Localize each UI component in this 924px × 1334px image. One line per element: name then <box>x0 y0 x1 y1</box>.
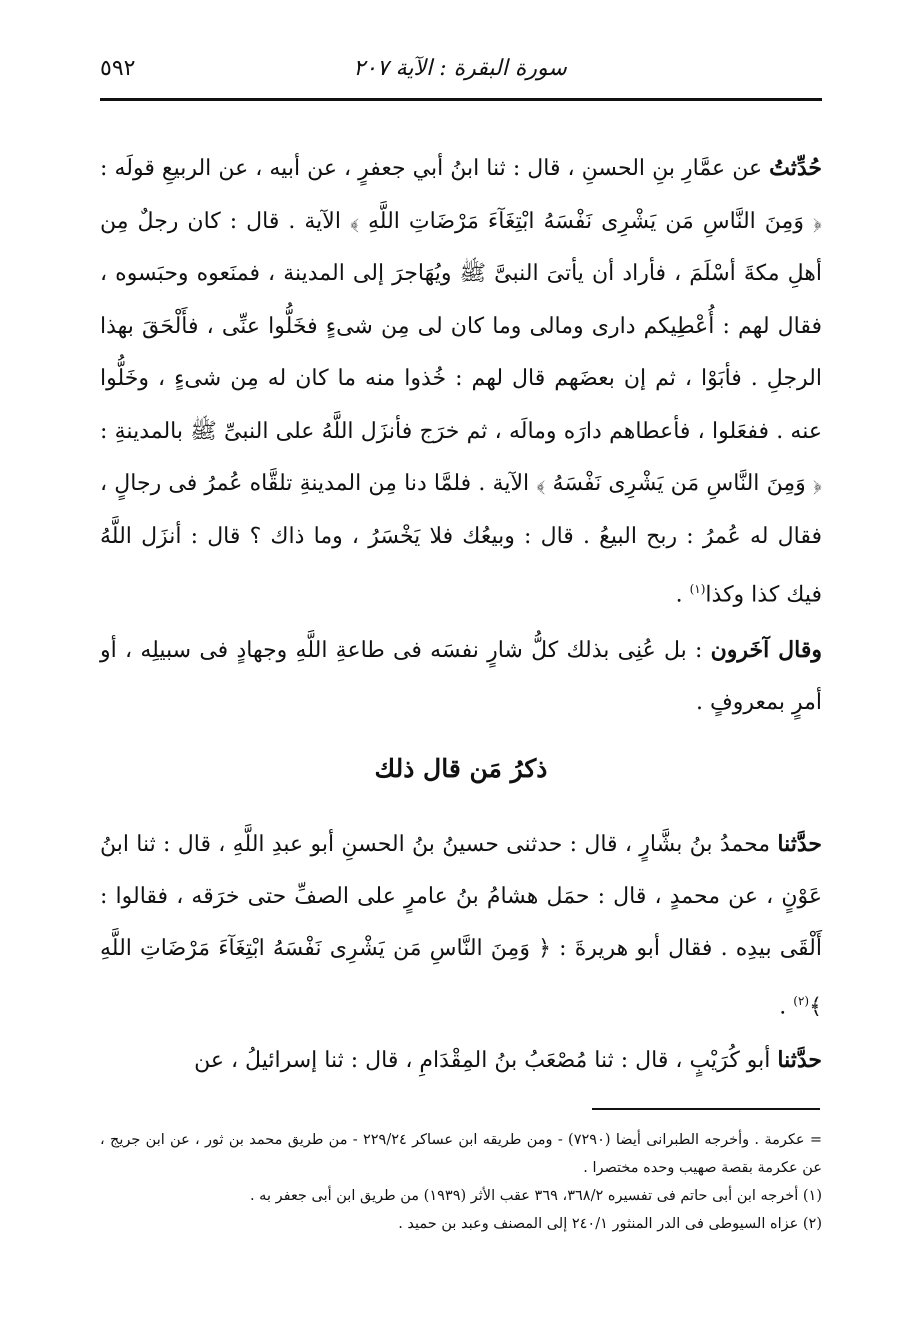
paragraph-3-lead: حدَّثنا <box>777 831 822 857</box>
paragraph-2-lead: وقال آخَرون <box>710 637 823 663</box>
header-rule <box>100 98 822 101</box>
paragraph-3-text: محمدُ بنُ بشَّارٍ ، قال : حدثنى حسينُ بنُ الحسنِ أبو عبدِ اللَّهِ ، قال : ثنا ابنُ عَوْنٍ ، عن محمدٍ ، قال : حمَل هشامُ بنُ عامرٍ على الصفِّ حتى خرَقه ، فقالوا : أَلْقَى بيدِه . فقال أبو هريرةَ : ﴿ وَمِنَ النَّاسِ مَن يَشْرِى نَفْسَهُ ابْتِغَآءَ مَرْضَاتِ اللَّهِ ﴾ <box>100 832 822 1020</box>
section-heading: ذكرُ مَن قال ذلك <box>374 754 548 783</box>
footnotes <box>100 1126 822 1238</box>
paragraph-2 <box>100 624 822 729</box>
paragraph-2-text: : بل عُنِى بذلك كلُّ شارٍ نفسَه فى طاعةِ اللَّهِ وجهادٍ فى سبيلِه ، أو أمرٍ بمعروفٍ . <box>100 638 822 715</box>
paragraph-4-text: أبو كُرَيْبٍ ، قال : ثنا مُصْعَبُ بنُ المِقْدَامِ ، قال : ثنا إسرائيلُ ، عن <box>194 1048 778 1073</box>
paragraph-4 <box>100 1034 822 1087</box>
footnote-continued: = عكرمة . وأخرجه الطبرانى أيضا (٧٢٩٠) - ومن طريقه ابن عساكر ٢٢٩/٢٤ - من طريق محمد بن ثور ، عن ابن جريج ، عن عكرمة بقصة صهيب وحده مختصرا . <box>100 1132 822 1176</box>
footnote-1: (١) أخرجه ابن أبى حاتم فى تفسيره ٣٦٨/٢، ٣٦٩ عقب الأثر (١٩٣٩) من طريق ابن أبى جعفر به . <box>249 1188 822 1204</box>
paragraph-3-end: . <box>779 994 794 1020</box>
paragraph-1 <box>100 142 822 622</box>
paragraph-1-end: . <box>675 582 690 608</box>
page-number: ٥٩٢ <box>100 56 136 81</box>
footnote-rule <box>592 1108 820 1110</box>
running-title: سورة البقرة : الآية ٢٠٧ <box>353 56 567 81</box>
paragraph-1-lead: حُدِّثتُ <box>769 155 822 181</box>
footnote-2: (٢) عزاه السيوطى فى الدر المنثور ٢٤٠/١ إلى المصنف وعبد بن حميد . <box>398 1216 822 1232</box>
paragraph-1-text: عن عمَّارِ بنِ الحسنِ ، قال : ثنا ابنُ أبي جعفرٍ ، عن أبيه ، عن الربيعِ قولَه : ﴿ وَمِنَ النَّاسِ مَن يَشْرِى نَفْسَهُ ابْتِغَآءَ مَرْضَاتِ اللَّهِ ﴾ الآية . قال : كان رجلٌ مِن أهلِ مكةَ أسْلَمَ ، فأراد أن يأتىَ النبىَّ ﷺ ويُهَاجرَ إلى المدينة ، فمنَعوه وحبَسوه ، فقال لهم : أُعْطِيكم دارى ومالى وما كان لى مِن شىءٍ فخَلُّوا عنِّى ، فأَلْحَقَ بهذا الرجلِ . فأبَوْا ، ثم إن بعضَهم قال لهم : خُذوا منه ما كان له مِن شىءٍ ، وخَلُّوا عنه . ففعَلوا ، فأعطاهم دارَه ومالَه ، ثم خرَج فأنزَل اللَّهُ على النبىِّ ﷺ بالمدينةِ : ﴿ وَمِنَ النَّاسِ مَن يَشْرِى نَفْسَهُ ﴾ الآية . فلمَّا دنا مِن المدينةِ تلقَّاه عُمرُ فى رجالٍ ، فقال له عُمرُ : ربح البيعُ . قال : وبيعُك فلا يَخْسَرُ ، وما ذاك ؟ قال : أنزَل اللَّهُ فيك كذا وكذا <box>100 156 822 608</box>
footnote-ref-2[interactable]: (٢) <box>793 994 810 1008</box>
paragraph-3 <box>100 818 822 1033</box>
footnote-ref-1[interactable]: (١) <box>689 582 706 596</box>
paragraph-4-lead: حدَّثنا <box>777 1047 822 1073</box>
page-header <box>100 56 820 92</box>
